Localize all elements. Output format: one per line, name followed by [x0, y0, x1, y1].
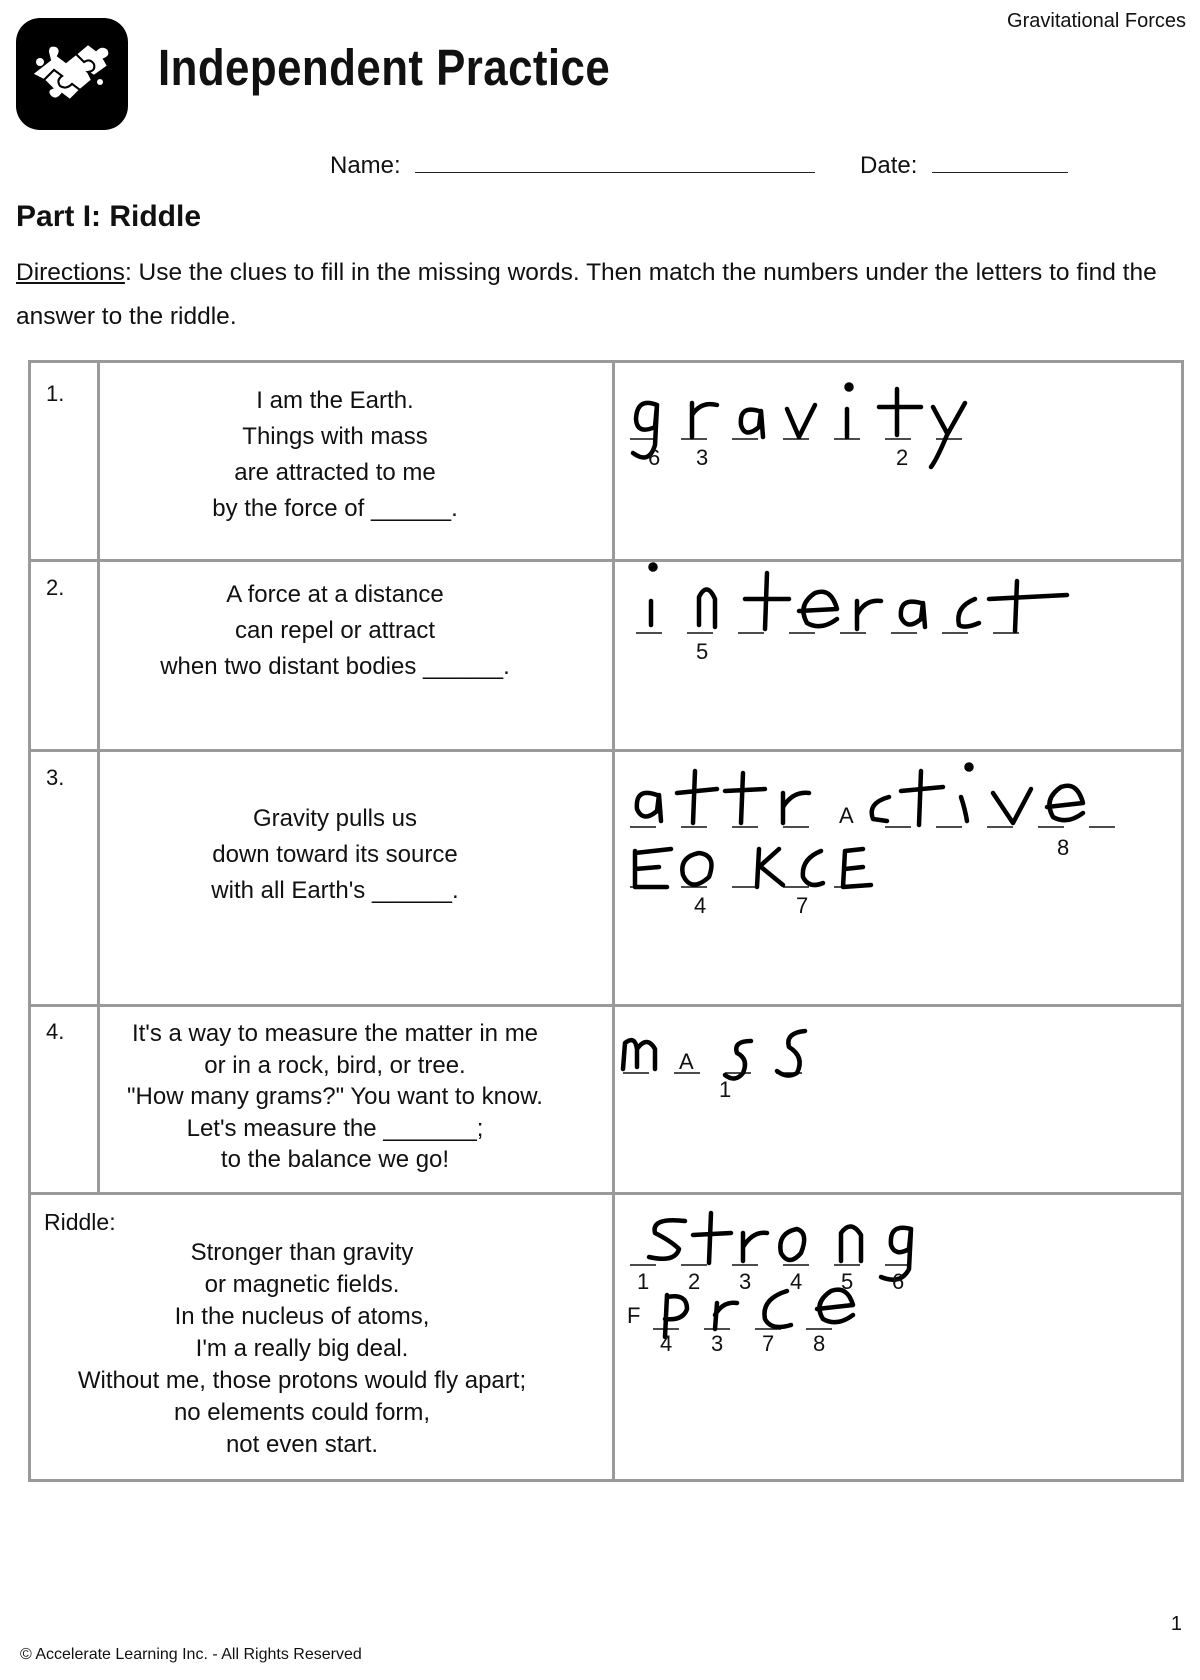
clue-text: [99, 383, 571, 527]
printed-letter: A: [679, 1049, 694, 1074]
row-number: 1.: [46, 381, 65, 406]
letter-number: 2: [896, 445, 909, 470]
name-label: Name:: [330, 152, 401, 179]
copyright-notice: © Accelerate Learning Inc. - All Rights Reserved: [20, 1646, 362, 1663]
directions-label: Directions: [16, 259, 125, 286]
letter-number: 3: [711, 1331, 724, 1356]
clue-line: can repel or attract: [234, 617, 436, 644]
letter-number: 3: [696, 445, 709, 470]
page-number: 1: [1170, 1613, 1182, 1635]
clue-line: are attracted to me: [234, 459, 436, 486]
clue-text: [99, 577, 571, 685]
clue-line: "How many grams?" You want to know.: [127, 1083, 543, 1110]
letter-number: 2: [688, 1269, 701, 1294]
clue-line: when two distant bodies ______.: [160, 653, 510, 680]
table-divider: [31, 1004, 1181, 1007]
part-heading: Part I: Riddle: [16, 200, 202, 233]
row-number: 4.: [46, 1019, 65, 1044]
clue-line: with all Earth's ______.: [211, 877, 459, 904]
letter-number: 5: [696, 639, 709, 664]
letter-number: 6: [648, 445, 661, 470]
letter-number: 4: [660, 1331, 673, 1356]
table-divider: [612, 363, 615, 1479]
puzzle-piece-icon: [14, 16, 130, 132]
clue-line: Things with mass: [242, 423, 428, 450]
directions-text: : Use the clues to fill in the missing words. Then match the numbers under the letters to find the answer to the riddle.: [16, 259, 1157, 330]
letter-number: 1: [637, 1269, 650, 1294]
clue-line: to the balance we go!: [220, 1146, 450, 1173]
clue-line: down toward its source: [212, 841, 458, 868]
table-divider: [31, 749, 1181, 752]
riddle-label: Riddle:: [44, 1209, 116, 1235]
table-divider: [31, 1192, 1181, 1195]
letter-number: 3: [739, 1269, 752, 1294]
clue-text: [99, 801, 571, 909]
riddle-line: Without me, those protons would fly apart;: [77, 1367, 527, 1394]
letter-number: 1: [719, 1077, 732, 1102]
clue-line: Gravity pulls us: [252, 805, 418, 832]
table-divider: [31, 559, 1181, 562]
worksheet-topic: Gravitational Forces: [1007, 10, 1186, 32]
letter-number: 8: [813, 1331, 826, 1356]
letter-number: 6: [892, 1269, 905, 1294]
directions: [16, 251, 1186, 339]
clue-line: A force at a distance: [226, 581, 444, 608]
clue-line: or in a rock, bird, or tree.: [204, 1051, 466, 1079]
row-number: 3.: [46, 765, 65, 790]
clue-line: by the force of ______.: [212, 495, 458, 522]
riddle-line: I'm a really big deal.: [195, 1335, 409, 1362]
name-blank: [415, 152, 815, 173]
printed-letter: F: [627, 1303, 641, 1328]
letter-number: 7: [762, 1331, 775, 1356]
letter-number: 8: [1057, 835, 1070, 860]
clue-line: It's a way to measure the matter in me: [131, 1020, 539, 1047]
riddle-line: Stronger than gravity: [190, 1239, 414, 1266]
page-title: Independent Practice: [158, 39, 611, 96]
letter-number: 4: [790, 1269, 803, 1294]
date-label: Date:: [860, 152, 918, 179]
riddle-line: or magnetic fields.: [204, 1271, 400, 1298]
date-blank: [932, 152, 1068, 173]
riddle-line: In the nucleus of atoms,: [174, 1303, 430, 1330]
riddle-line: no elements could form,: [173, 1399, 431, 1426]
clue-line: Let's measure the _______;: [186, 1114, 484, 1142]
name-date-row: [330, 152, 1068, 180]
clue-line: I am the Earth.: [256, 387, 414, 414]
row-number: 2.: [46, 575, 65, 600]
riddle-line: not even start.: [225, 1431, 379, 1458]
letter-number: 7: [796, 893, 809, 918]
letter-number: 4: [694, 893, 707, 918]
clue-text: [99, 1018, 571, 1176]
riddle-text: [31, 1237, 573, 1461]
riddle-table: [28, 360, 1184, 1482]
letter-number: 5: [841, 1269, 854, 1294]
printed-letter: A: [839, 803, 854, 828]
